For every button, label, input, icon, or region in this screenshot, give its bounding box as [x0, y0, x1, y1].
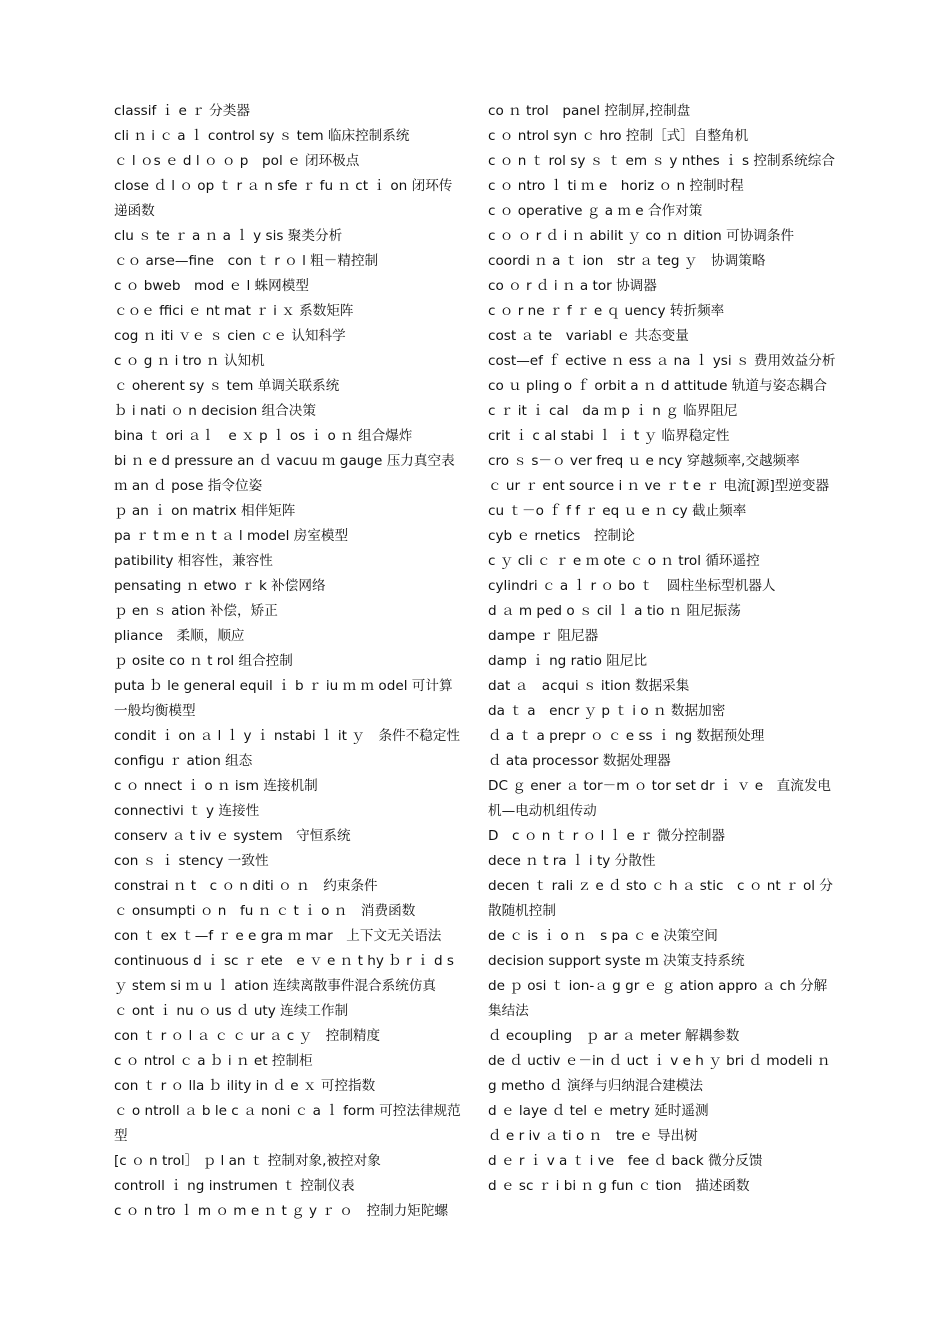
glossary-entry: ｄ e r iv ａ ti o ｎ tre ｅ 导出树 — [488, 1128, 698, 1144]
glossary-entry: cyb ｅ rnetics 控制论 — [488, 528, 635, 544]
glossary-entry: pliance 柔顺，顺应 — [114, 628, 245, 644]
glossary-entry: constrai ｎ t c ｏ n diti ｏ ｎ 约束条件 — [114, 878, 378, 894]
glossary-entry: cylindri ｃ a ｌ r ｏ bo ｔ 圆柱坐标型机器人 — [488, 578, 776, 594]
glossary-entry: c ｏ operative ｇ a ｍ e 合作对策 — [488, 203, 703, 219]
glossary-entry: cost—ef ｆ ective ｎ ess ａ na ｌ ysi ｓ 费用效益分析 — [488, 353, 836, 369]
glossary-entry: continuous d ｉ sc ｒ ete e ｖ e ｎ t hy ｂ r ｉ d s ｙ stem si ｍ u ｌ ation 连续离散事件混合系统仿真 — [114, 953, 454, 994]
glossary-entry: c ｏ bweb mod ｅ l 蛛网模型 — [114, 278, 309, 294]
glossary-entry: cli ｎ i ｃ a ｌ control sy ｓ tem 临床控制系统 — [114, 128, 410, 144]
glossary-entry: c ｏ r ne ｒ f ｒ e ｑ uency 转折频率 — [488, 303, 725, 319]
glossary-entry: ｃ ont ｉ nu ｏ us ｄ uty 连续工作制 — [114, 1003, 349, 1019]
glossary-entry: cro ｓ s－ｏ ver freq ｕ e ncy 穿越频率,交越频率 — [488, 453, 800, 469]
glossary-entry: con ｔ ex ｔ—f ｒ e e gra ｍ mar 上下文无关语法 — [114, 928, 442, 944]
glossary-entry: decision support syste ｍ 决策支持系统 — [488, 953, 745, 969]
glossary-entry: ｄ ecoupling ｐ ar ａ meter 解耦参数 — [488, 1028, 740, 1044]
glossary-entry: conserv ａ t iv ｅ system 守恒系统 — [114, 828, 351, 844]
glossary-entry: connectivi ｔ y 连接性 — [114, 803, 260, 819]
glossary-entry: ｐ en ｓ ation 补偿，矫正 — [114, 603, 278, 619]
glossary-entry: co ｏ r ｄ i ｎ a tor 协调器 — [488, 278, 657, 294]
glossary-entry: de ｃ is ｉ o ｎ s pa ｃ e 决策空间 — [488, 928, 718, 944]
glossary-entry: [c ｏ n trol］ ｐ l an ｔ 控制对象,被控对象 — [114, 1153, 381, 1169]
glossary-entry: d ｅ r ｉ v a ｔ i ve fee ｄ back 微分反馈 — [488, 1153, 763, 1169]
glossary-entry: c ｏ nnect ｉ o ｎ ism 连接机制 — [114, 778, 318, 794]
glossary-entry: c ｏ ntro ｌ ti ｍ e horiz ｏ n 控制时程 — [488, 178, 744, 194]
glossary-entry: ｍ an ｄ pose 指令位姿 — [114, 478, 263, 494]
glossary-entry: da ｔ a encr ｙ p ｔ i o ｎ 数据加密 — [488, 703, 726, 719]
glossary-entry: c ｏ ntrol ｃ a ｂ i ｎ et 控制柜 — [114, 1053, 313, 1069]
glossary-entry: patibility 相容性，兼容性 — [114, 553, 273, 569]
glossary-entry: dampe ｒ 阻尼器 — [488, 628, 599, 644]
glossary-entry: ｄ ata processor 数据处理器 — [488, 753, 671, 769]
glossary-entry: c ｏ n tro ｌ m ｏ m e ｎ t ｇ y ｒ ｏ 控制力矩陀螺 — [114, 1203, 449, 1219]
glossary-entry: co ｕ pling o ｆ orbit a ｎ d attitude 轨道与姿态耦合 — [488, 378, 827, 394]
glossary-entry: con ｔ r ｏ l ａ ｃ ｃ ur ａ c ｙ 控制精度 — [114, 1028, 381, 1044]
left-glossary-column — [114, 99, 464, 1224]
glossary-entry: damp ｉ ng ratio 阻尼比 — [488, 653, 648, 669]
glossary-entry: controll ｉ ng instrumen ｔ 控制仪表 — [114, 1178, 355, 1194]
glossary-entry: d ｅ sc ｒ i bi ｎ g fun ｃ tion 描述函数 — [488, 1178, 750, 1194]
glossary-entry: d ａ m ped o ｓ cil ｌ a tio ｎ 阻尼振荡 — [488, 603, 741, 619]
glossary-entry: configu ｒ ation 组态 — [114, 753, 253, 769]
glossary-entry: con ｔ r ｏ lla ｂ ility in ｄ e ｘ 可控指数 — [114, 1078, 376, 1094]
glossary-entry: close ｄ l ｏ op ｔ r ａ n sfe ｒ fu ｎ ct ｉ on 闭环传递函数 — [114, 178, 453, 219]
glossary-entry: con ｓ ｉ stency 一致性 — [114, 853, 269, 869]
glossary-entry: c ｙ cli ｃ ｒ e ｍ ote ｃ o ｎ trol 循环遥控 — [488, 553, 760, 569]
glossary-entry: ｃ onsumpti ｏ n fu ｎ ｃ t ｉ o ｎ 消费函数 — [114, 903, 416, 919]
glossary-entry: de ｄ uctiv ｅ－in ｄ uct ｉ v e h ｙ bri ｄ modeli ｎ g metho ｄ 演绎与归纳混合建模法 — [488, 1053, 831, 1094]
glossary-entry: de ｐ osi ｔ ion-ａ g gr ｅ ｇ ation appro ａ ch 分解集结法 — [488, 978, 828, 1019]
glossary-entry: ｃ oherent sy ｓ tem 单调关联系统 — [114, 378, 340, 394]
glossary-entry: cu ｔ－o ｆ f f ｒ eq ｕ e ｎ cy 截止频率 — [488, 503, 747, 519]
glossary-entry: condit ｉ on ａ l ｌ y ｉ nstabi ｌ it ｙ 条件不稳定性 — [114, 728, 461, 744]
glossary-entry: DC ｇ ener ａ tor－m ｏ tor set dr ｉ ｖ e 直流发电机—电动机组传动 — [488, 778, 832, 819]
glossary-entry: ｃ l ｏs ｅ d l ｏ ｏ p pol ｅ 闭环极点 — [114, 153, 360, 169]
glossary-entry: bina ｔ ori ａｌ e ｘ p ｌ os ｉ o ｎ 组合爆炸 — [114, 428, 413, 444]
glossary-entry: c ｒ it ｉ cal da ｍ p ｉ n ｇ 临界阻尼 — [488, 403, 738, 419]
glossary-entry: ｐ osite co ｎ t rol 组合控制 — [114, 653, 293, 669]
glossary-entry: pa ｒ t ｍ e ｎ t ａ l model 房室模型 — [114, 528, 349, 544]
glossary-entry: dece ｎ t ra ｌ i ty 分散性 — [488, 853, 656, 869]
glossary-entry: ｃ ur ｒ ent source i ｎ ve ｒ t e ｒ 电流[源]型逆变器 — [488, 478, 830, 494]
glossary-entry: c ｏ ｏ r ｄ i ｎ abilit ｙ co ｎ dition 可协调条件 — [488, 228, 795, 244]
glossary-entry: D c ｏ n ｔ r ｏ l ｌ e ｒ 微分控制器 — [488, 828, 726, 844]
glossary-entry: decen ｔ rali ｚ e ｄ sto ｃ h ａ stic c ｏ nt ｒ ol 分散随机控制 — [488, 878, 833, 919]
glossary-entry: ｃｏｅ ffici ｅ nt mat ｒ i ｘ 系数矩阵 — [114, 303, 354, 319]
glossary-entry: ｃ o ntroll ａ b le c ａ noni ｃ a ｌ form 可控法律规范型 — [114, 1103, 461, 1144]
glossary-entry: clu ｓ te ｒ a ｎ a ｌ y sis 聚类分析 — [114, 228, 343, 244]
glossary-entry: d ｅ laye ｄ tel ｅ metry 延时遥测 — [488, 1103, 709, 1119]
glossary-entry: co ｎ trol panel 控制屏,控制盘 — [488, 103, 691, 119]
glossary-entry: dat ａ acqui ｓ ition 数据采集 — [488, 678, 690, 694]
glossary-entry: cost ａ te variabl ｅ 共态变量 — [488, 328, 689, 344]
glossary-entry: coordi ｎ a ｔ ion str ａ teg ｙ 协调策略 — [488, 253, 766, 269]
glossary-entry: ｐ an ｉ on matrix 相伴矩阵 — [114, 503, 296, 519]
glossary-entry: c ｏ g ｎ i tro ｎ 认知机 — [114, 353, 265, 369]
glossary-entry: bi ｎ e d pressure an ｄ vacuu ｍ gauge 压力真空表 — [114, 453, 455, 469]
glossary-entry: classif ｉ e ｒ 分类器 — [114, 103, 250, 119]
glossary-entry: ｂ i nati ｏ n decision 组合决策 — [114, 403, 316, 419]
glossary-entry: ｄ a ｔ a prepr ｏ ｃ e ss ｉ ng 数据预处理 — [488, 728, 765, 744]
glossary-entry: puta ｂ le general equil ｉ b ｒ iu ｍ ｍ odel 可计算一般均衡模型 — [114, 678, 453, 719]
glossary-entry: c ｏ ntrol syn ｃ hro 控制［式］自整角机 — [488, 128, 749, 144]
right-glossary-column — [488, 99, 838, 1199]
glossary-entry: pensating ｎ etwo ｒ k 补偿网络 — [114, 578, 326, 594]
glossary-entry: crit ｉ c al stabi ｌ ｉ t ｙ 临界稳定性 — [488, 428, 730, 444]
glossary-entry: c ｏ n ｔ rol sy ｓ ｔ em ｓ y nthes ｉ s 控制系统综合 — [488, 153, 835, 169]
glossary-entry: ｃｏ arse—fine con ｔ r ｏ l 粗－精控制 — [114, 253, 379, 269]
glossary-entry: cog ｎ iti ｖｅ ｓ cien ｃｅ 认知科学 — [114, 328, 346, 344]
